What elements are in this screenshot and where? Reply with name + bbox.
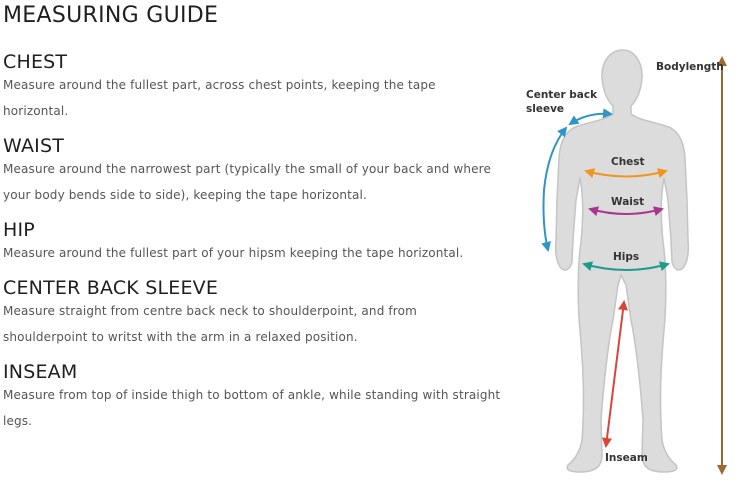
- center-back-sleeve-description: Measure straight from centre back neck to shoulderpoint, and from shoulderpoint to writst with the arm in a relaxed position.: [3, 304, 417, 344]
- chest-description: Measure around the fullest part, across chest points, keeping the tape horizontal.: [3, 78, 436, 118]
- page-title: MEASURING GUIDE: [3, 3, 219, 28]
- chest-heading: CHEST: [3, 51, 68, 73]
- waist-heading: WAIST: [3, 135, 65, 157]
- hip-heading: HIP: [3, 219, 35, 241]
- waist-description: Measure around the narrowest part (typically the small of your back and where your body bends side to side), keeping the tape horizontal.: [3, 162, 491, 202]
- bodylength-label: Bodylength: [656, 61, 724, 73]
- chest-label: Chest: [611, 156, 645, 168]
- inseam-description: Measure from top of inside thigh to bottom of ankle, while standing with straight legs.: [3, 388, 501, 428]
- waist-label: Waist: [611, 196, 645, 208]
- center-back-label-line2: sleeve: [526, 103, 565, 115]
- hip-description: Measure around the fullest part of your hipsm keeping the tape horizontal.: [3, 246, 464, 260]
- inseam-label: Inseam: [605, 452, 648, 464]
- center-back-sleeve-heading: CENTER BACK SLEEVE: [3, 277, 219, 299]
- inseam-heading: INSEAM: [3, 361, 78, 383]
- hips-label: Hips: [613, 251, 640, 263]
- center-back-label-line1: Center back: [526, 89, 598, 101]
